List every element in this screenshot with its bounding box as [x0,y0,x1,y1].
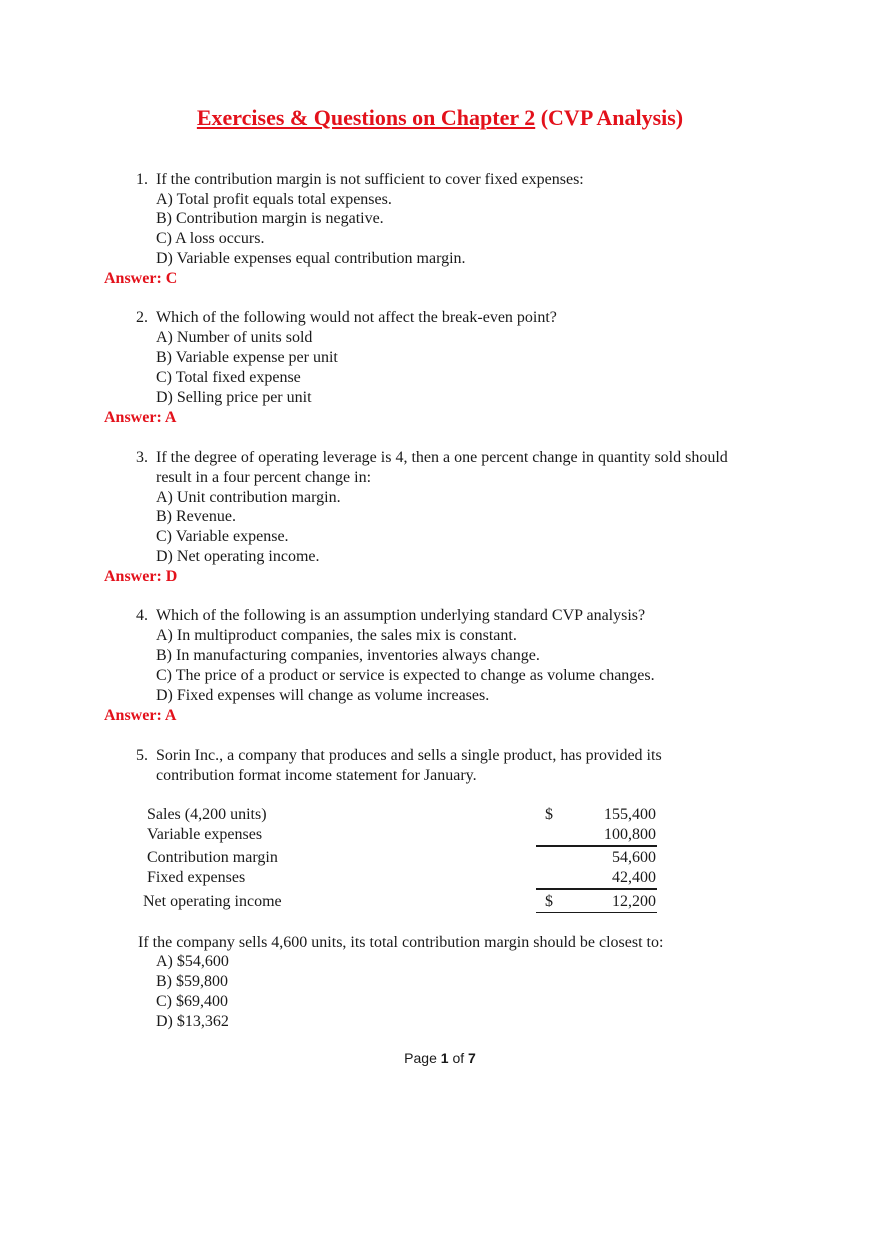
row-label: Variable expenses [147,826,263,843]
option-b: B) In manufacturing companies, inventories always change. [156,647,540,664]
option-a: A) Total profit equals total expenses. [156,191,392,208]
option-d: D) $13,362 [156,1013,229,1030]
question-text: Which of the following is an assumption underlying standard CVP analysis? [156,607,646,624]
row-label: Fixed expenses [147,869,246,886]
option-a: A) Unit contribution margin. [156,489,341,506]
question-number: 4. [136,607,148,624]
question-number: 3. [136,449,148,466]
row-amount: 42,400 [612,869,656,886]
question-text: If the degree of operating leverage is 4, then a one percent change in quantity sold should [156,449,728,466]
answer-label: Answer: A [104,707,177,724]
answer-label: Answer: A [104,409,177,426]
row-label: Contribution margin [147,849,278,866]
option-b: B) $59,800 [156,973,228,990]
page-title [0,104,880,132]
page-word: Page [404,1050,437,1066]
option-d: D) Variable expenses equal contribution margin. [156,250,466,267]
of-word: of [452,1050,465,1066]
option-a: A) In multiproduct companies, the sales mix is constant. [156,627,517,644]
row-label: Net operating income [143,893,282,910]
row-amount: 54,600 [612,849,656,866]
option-b: B) Revenue. [156,508,236,525]
question-text: If the contribution margin is not sufficient to cover fixed expenses: [156,171,584,188]
page-current: 1 [440,1050,449,1066]
title-rest: (CVP Analysis) [535,105,684,130]
question-text-continued: result in a four percent change in: [156,469,372,486]
option-b: B) Contribution margin is negative. [156,210,384,227]
row-amount: 12,200 [612,893,656,910]
question-text-continued: contribution format income statement for January. [156,767,477,784]
row-amount: 100,800 [604,826,656,843]
total-rule [536,888,657,890]
option-c: C) Variable expense. [156,528,289,545]
answer-label: Answer: C [104,270,178,287]
option-c: C) $69,400 [156,993,228,1010]
option-a: A) $54,600 [156,953,229,970]
option-d: D) Fixed expenses will change as volume increases. [156,687,490,704]
question-text: Sorin Inc., a company that produces and sells a single product, has provided its [156,747,662,764]
option-d: D) Selling price per unit [156,389,312,406]
title-underlined-part: Exercises & Questions on Chapter 2 [196,105,536,130]
subtotal-rule [536,845,657,847]
dollar-sign: $ [545,893,553,910]
option-b: B) Variable expense per unit [156,349,338,366]
option-a: A) Number of units sold [156,329,313,346]
row-amount: 155,400 [604,806,656,823]
option-c: C) The price of a product or service is expected to change as volume changes. [156,667,655,684]
question-number: 5. [136,747,148,764]
question-number: 2. [136,309,148,326]
answer-label: Answer: D [104,568,178,585]
page-total: 7 [468,1050,476,1066]
option-c: C) Total fixed expense [156,369,301,386]
page-footer [0,1048,880,1068]
total-underline [536,912,657,913]
question-number: 1. [136,171,148,188]
question-text: Which of the following would not affect the break-even point? [156,309,557,326]
option-c: C) A loss occurs. [156,230,265,247]
option-d: D) Net operating income. [156,548,320,565]
dollar-sign: $ [545,806,553,823]
follow-up-question: If the company sells 4,600 units, its total contribution margin should be closest to: [138,934,664,951]
row-label: Sales (4,200 units) [147,806,267,823]
